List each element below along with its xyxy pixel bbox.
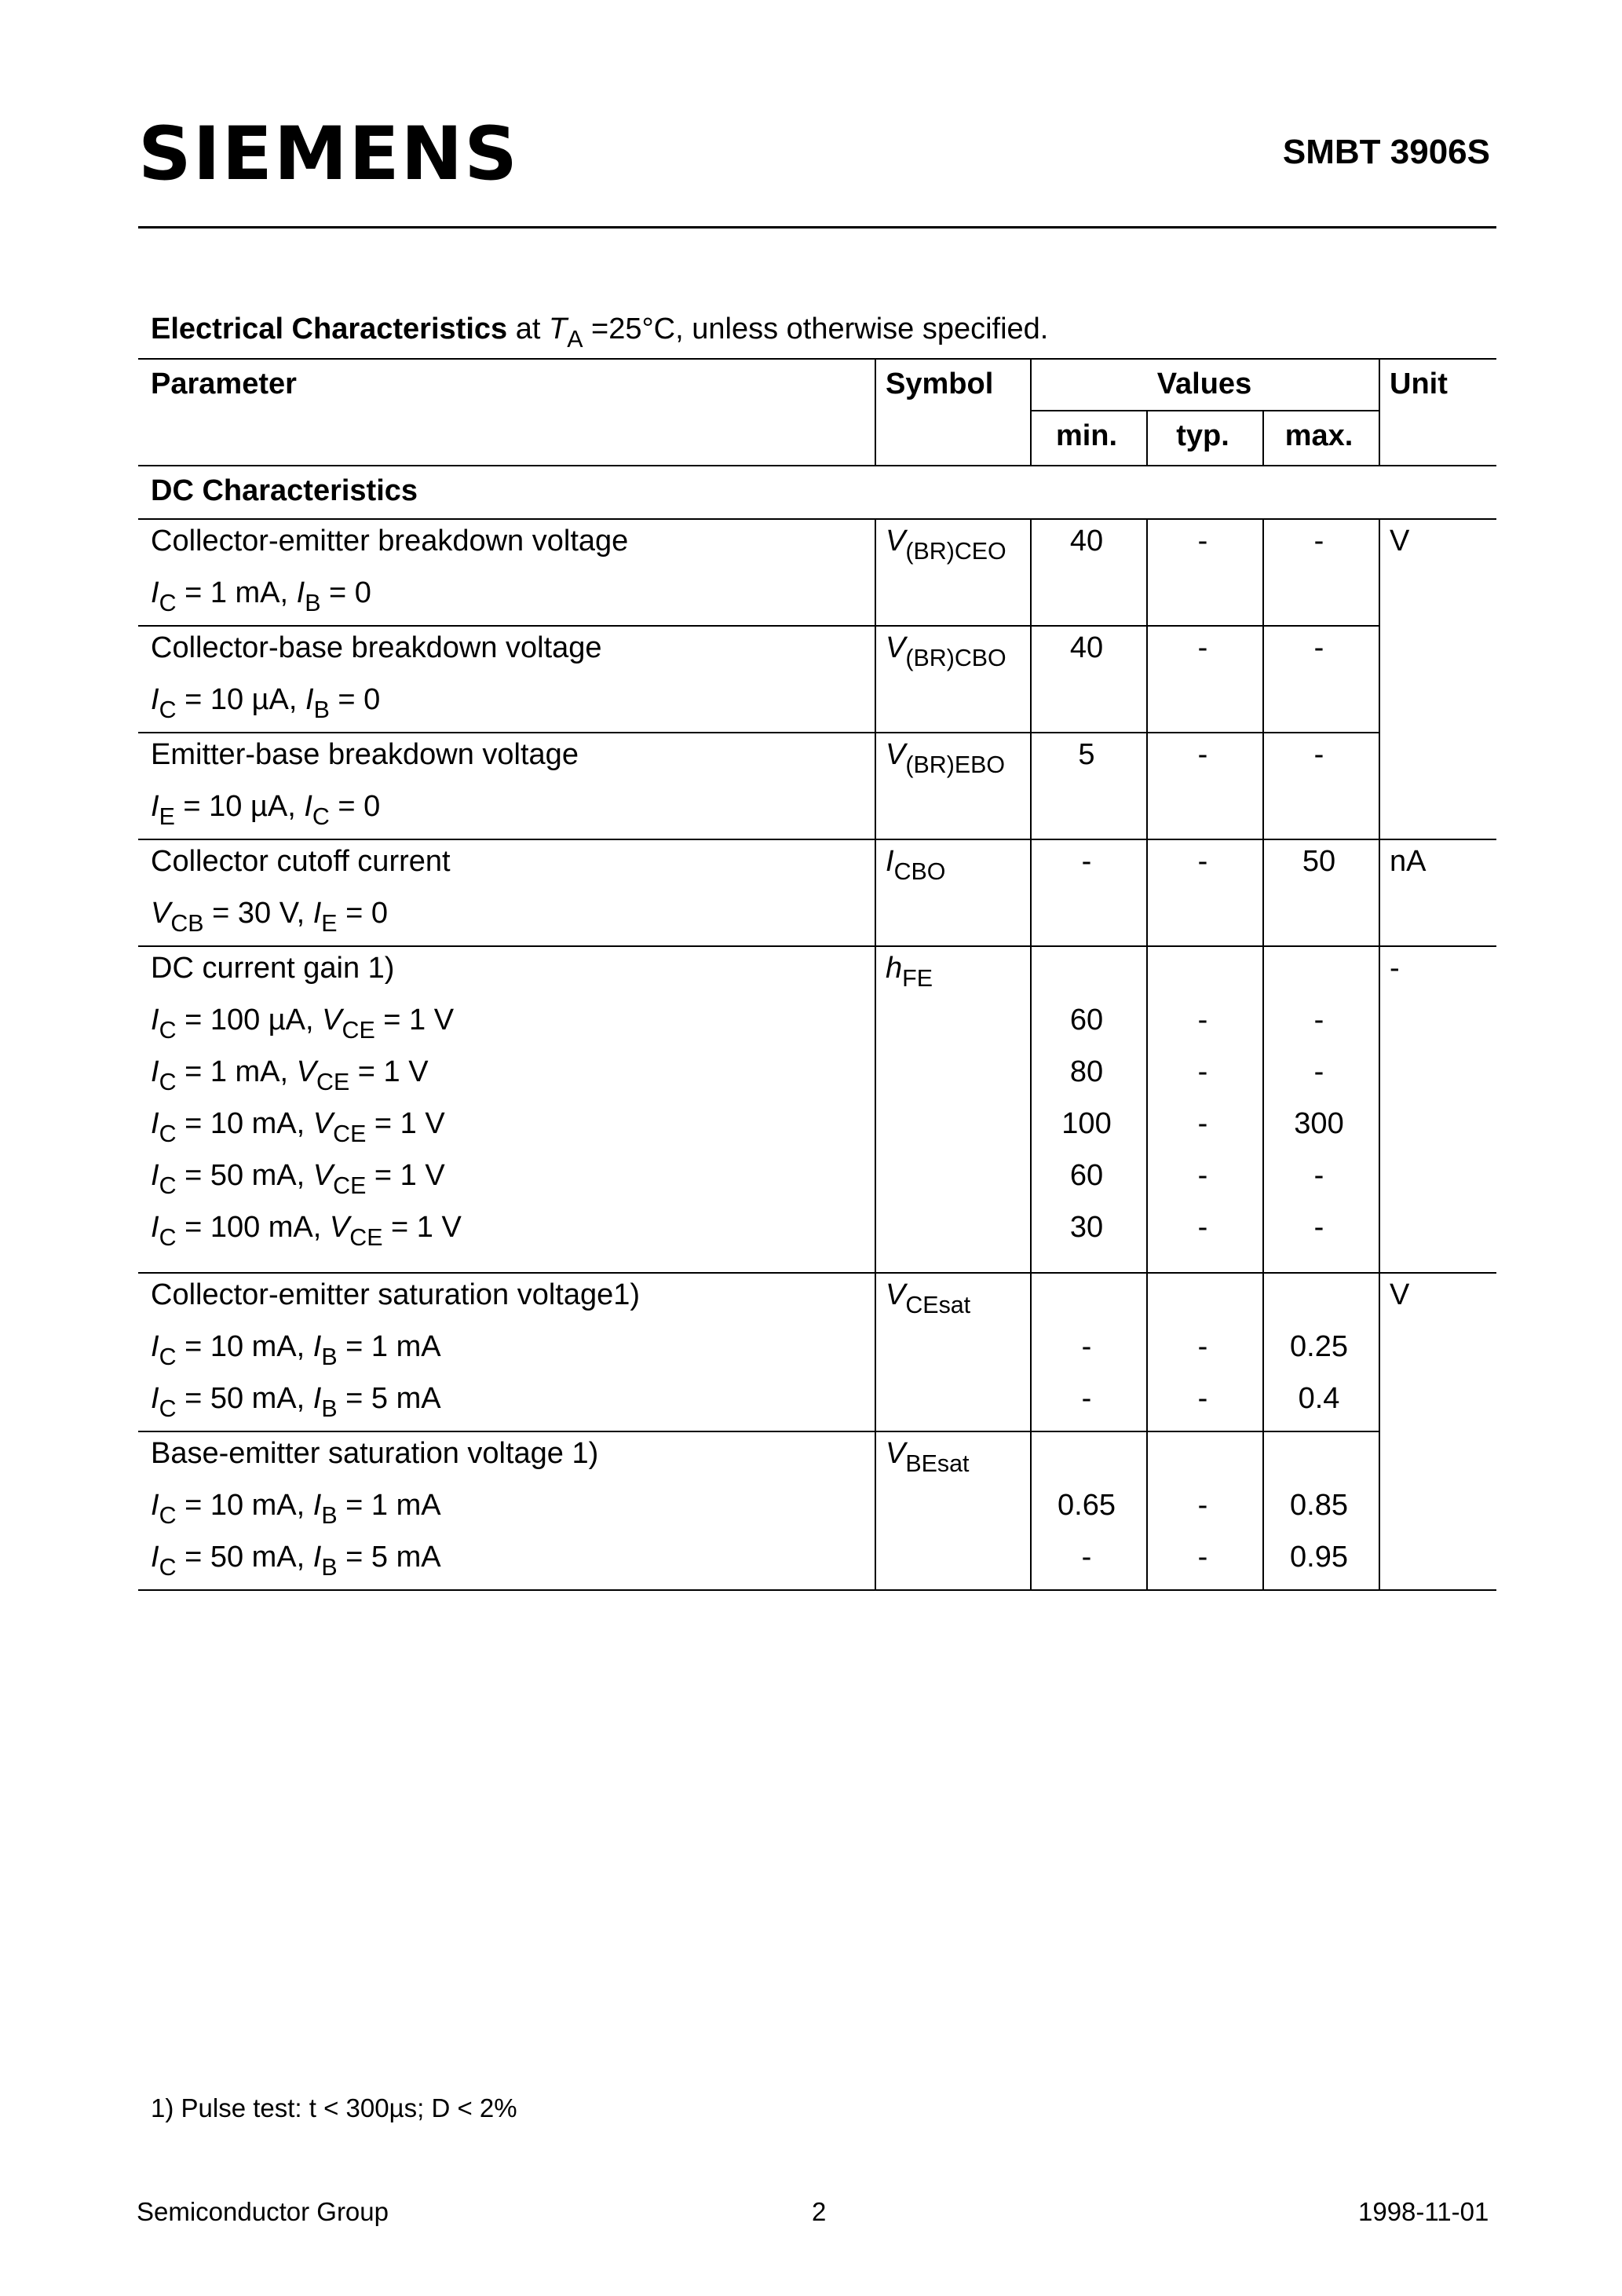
column-rule — [1030, 1431, 1032, 1589]
subscript: B — [321, 1343, 338, 1370]
parameter-name: Collector-emitter saturation voltage1) — [151, 1278, 641, 1311]
value-min: 30 — [1069, 1211, 1104, 1244]
variable: I — [305, 683, 314, 716]
variable: V — [151, 897, 171, 930]
variable: I — [151, 1055, 159, 1088]
subscript: C — [159, 1501, 177, 1529]
variable: I — [151, 683, 159, 716]
symbol-subscript: (BR)CBO — [905, 644, 1006, 671]
subscript: CE — [316, 1068, 350, 1095]
value-min: - — [1081, 1330, 1092, 1363]
column-rule — [1146, 839, 1148, 945]
parameter-name: Emitter-base breakdown voltage — [151, 738, 579, 771]
condition-text: = 100 mA, — [176, 1211, 330, 1244]
value-max: 0.85 — [1290, 1489, 1348, 1522]
values-subheader-rule — [1030, 410, 1379, 411]
parameter-condition — [151, 897, 388, 937]
value-max: - — [1313, 525, 1324, 558]
condition-text: = 50 mA, — [176, 1159, 313, 1192]
condition-text: = 5 mA — [337, 1382, 441, 1415]
variable: I — [304, 790, 312, 823]
symbol-variable: I — [886, 845, 894, 878]
value-typ: - — [1197, 1159, 1208, 1192]
variable: I — [312, 1382, 322, 1415]
column-rule — [1379, 358, 1380, 465]
symbol-variable: V — [886, 1437, 906, 1470]
variable: I — [151, 576, 159, 609]
variable: I — [312, 1541, 322, 1574]
footer-left: Semiconductor Group — [137, 2197, 389, 2226]
column-rule — [1379, 732, 1380, 839]
value-min: - — [1081, 845, 1092, 878]
condition-text: = 1 V — [349, 1055, 429, 1088]
value-min: - — [1081, 1541, 1092, 1574]
value-typ: - — [1197, 738, 1208, 771]
parameter-condition — [151, 576, 371, 616]
parameter-name: Collector-base breakdown voltage — [151, 631, 602, 664]
value-max: 300 — [1294, 1107, 1344, 1140]
column-rule — [1379, 839, 1380, 945]
condition-text: = 1 V — [366, 1159, 445, 1192]
value-max: 0.4 — [1298, 1382, 1340, 1415]
value-min: 0.65 — [1058, 1489, 1116, 1522]
column-rule — [1030, 732, 1032, 839]
column-rule — [1146, 625, 1148, 732]
parameter-condition — [151, 1159, 445, 1199]
symbol-subscript: (BR)EBO — [905, 751, 1005, 778]
condition-text: = 1 mA — [337, 1489, 441, 1522]
symbol — [886, 738, 1005, 778]
subscript: E — [159, 803, 175, 830]
value-typ: - — [1197, 631, 1208, 664]
value-max: - — [1313, 738, 1324, 771]
subscript: E — [321, 909, 338, 937]
footer-date: 1998-11-01 — [1358, 2197, 1489, 2226]
column-rule — [1379, 1272, 1380, 1431]
unit-value: V — [1390, 525, 1410, 558]
variable: V — [329, 1211, 350, 1244]
variable: I — [296, 576, 305, 609]
value-max: - — [1313, 1004, 1324, 1036]
condition-text: = 1 mA, — [176, 576, 297, 609]
subscript: C — [159, 1172, 177, 1199]
siemens-logo: SIEMENS — [138, 112, 520, 197]
header-bottom-rule — [138, 465, 1496, 466]
header-max: max. — [1284, 419, 1353, 452]
subscript: B — [305, 589, 321, 616]
value-typ: - — [1197, 1004, 1208, 1036]
row-rule — [138, 1589, 1496, 1591]
subscript: CE — [333, 1172, 367, 1199]
variable: I — [312, 1330, 322, 1363]
variable: I — [151, 1211, 159, 1244]
variable: V — [312, 1107, 334, 1140]
parameter-condition — [151, 790, 381, 830]
value-max: - — [1313, 1055, 1324, 1088]
column-rule — [1146, 410, 1148, 465]
subscript: C — [159, 589, 177, 616]
variable: I — [151, 1004, 159, 1036]
condition-text: = 10 µA, — [174, 790, 305, 823]
condition-text: = 1 mA — [337, 1330, 441, 1363]
parameter-condition — [151, 1107, 445, 1147]
condition-text: = 5 mA — [337, 1541, 441, 1574]
variable: I — [151, 1159, 159, 1192]
subscript: C — [159, 1120, 177, 1147]
value-min: 40 — [1069, 525, 1104, 558]
value-max: - — [1313, 1159, 1324, 1192]
value-typ: - — [1197, 1541, 1208, 1574]
symbol-variable: V — [886, 738, 906, 771]
variable: I — [312, 897, 322, 930]
symbol-variable: h — [886, 952, 903, 985]
column-rule — [875, 518, 876, 625]
column-rule — [1146, 1272, 1148, 1431]
column-rule — [875, 358, 876, 465]
symbol-subscript: (BR)CEO — [905, 537, 1006, 565]
subscript: C — [159, 1395, 177, 1422]
condition-text: = 1 V — [366, 1107, 445, 1140]
subscript: C — [159, 1343, 177, 1370]
variable: I — [151, 1541, 159, 1574]
column-rule — [1146, 518, 1148, 625]
row-rule — [138, 945, 1496, 947]
variable: I — [151, 1382, 159, 1415]
variable: I — [312, 1489, 322, 1522]
row-rule — [138, 732, 1379, 733]
column-rule — [875, 839, 876, 945]
value-typ: - — [1197, 1055, 1208, 1088]
column-rule — [1146, 945, 1148, 1272]
value-max: - — [1313, 1211, 1324, 1244]
column-rule — [1030, 839, 1032, 945]
parameter-name: DC current gain 1) — [151, 952, 395, 985]
subscript: C — [159, 1223, 177, 1251]
page-number: 2 — [812, 2197, 827, 2226]
condition-text: = 50 mA, — [176, 1382, 313, 1415]
header-rule — [138, 226, 1496, 229]
part-number: SMBT 3906S — [1282, 133, 1490, 171]
subscript: CE — [349, 1223, 383, 1251]
table-top-rule — [138, 358, 1496, 360]
parameter-condition — [151, 1004, 455, 1044]
column-rule — [1262, 625, 1264, 732]
column-rule — [1262, 732, 1264, 839]
condition-text: = 1 V — [374, 1004, 455, 1036]
column-rule — [1262, 518, 1264, 625]
column-rule — [875, 1272, 876, 1431]
value-min: 100 — [1061, 1107, 1112, 1140]
variable: I — [151, 1107, 159, 1140]
header-typ: typ. — [1176, 419, 1229, 452]
parameter-name: Base-emitter saturation voltage 1) — [151, 1437, 599, 1470]
value-min: 5 — [1078, 738, 1095, 771]
header-parameter: Parameter — [151, 367, 297, 400]
variable: V — [296, 1055, 316, 1088]
parameter-condition — [151, 1489, 441, 1529]
subscript: C — [159, 1553, 177, 1581]
variable: I — [151, 790, 159, 823]
symbol — [886, 952, 933, 992]
variable: I — [151, 1489, 159, 1522]
caption-var: T — [548, 313, 568, 345]
condition-text: = 0 — [329, 683, 381, 716]
column-rule — [1379, 945, 1380, 1272]
value-max: 0.95 — [1290, 1541, 1348, 1574]
condition-text: = 0 — [337, 897, 388, 930]
condition-text: = 10 µA, — [176, 683, 306, 716]
row-rule — [138, 1431, 1379, 1432]
symbol — [886, 1437, 970, 1477]
condition-text: = 0 — [329, 790, 381, 823]
symbol-subscript: FE — [902, 964, 933, 992]
condition-text: = 30 V, — [203, 897, 313, 930]
column-rule — [1030, 625, 1032, 732]
subscript: C — [312, 803, 330, 830]
column-rule — [1262, 945, 1264, 1272]
parameter-condition — [151, 1055, 429, 1095]
row-rule — [138, 1272, 1496, 1274]
parameter-condition — [151, 1211, 462, 1251]
column-rule — [1379, 518, 1380, 625]
column-rule — [1379, 1431, 1380, 1589]
condition-text: = 10 mA, — [176, 1330, 313, 1363]
condition-text: = 10 mA, — [176, 1489, 313, 1522]
symbol — [886, 631, 1006, 671]
header-symbol: Symbol — [886, 367, 994, 400]
header-unit: Unit — [1390, 367, 1448, 400]
column-rule — [875, 732, 876, 839]
row-rule — [138, 625, 1379, 627]
parameter-condition — [151, 683, 381, 723]
subscript: CE — [342, 1016, 375, 1044]
condition-text: = 1 V — [382, 1211, 462, 1244]
symbol-variable: V — [886, 525, 906, 558]
variable: V — [322, 1004, 342, 1036]
unit-value: V — [1390, 1278, 1410, 1311]
value-min: 80 — [1069, 1055, 1104, 1088]
condition-text: = 1 mA, — [176, 1055, 297, 1088]
value-typ: - — [1197, 1330, 1208, 1363]
subscript: C — [159, 1068, 177, 1095]
subscript: CE — [333, 1120, 367, 1147]
value-typ: - — [1197, 845, 1208, 878]
column-rule — [1030, 518, 1032, 625]
subscript: B — [313, 696, 330, 723]
parameter-name: Collector cutoff current — [151, 845, 451, 878]
symbol-variable: V — [886, 1278, 906, 1311]
column-rule — [1030, 358, 1032, 465]
caption-title: Electrical Characteristics — [151, 313, 508, 345]
value-typ: - — [1197, 1489, 1208, 1522]
symbol — [886, 525, 1006, 565]
table-caption — [151, 313, 1049, 353]
value-max: 50 — [1302, 845, 1336, 878]
subscript: B — [321, 1395, 338, 1422]
header-min: min. — [1055, 419, 1118, 452]
column-rule — [875, 625, 876, 732]
subscript: C — [159, 696, 177, 723]
value-max: 0.25 — [1290, 1330, 1348, 1363]
subscript: C — [159, 1016, 177, 1044]
caption-at: at — [507, 313, 549, 345]
variable: V — [312, 1159, 334, 1192]
column-rule — [1262, 839, 1264, 945]
section-dc-characteristics: DC Characteristics — [151, 474, 418, 507]
caption-sub: A — [567, 325, 583, 353]
value-min: 60 — [1069, 1004, 1104, 1036]
column-rule — [875, 1431, 876, 1589]
subscript: B — [321, 1501, 338, 1529]
row-rule — [138, 839, 1496, 840]
column-rule — [875, 945, 876, 1272]
column-rule — [1030, 1272, 1032, 1431]
column-rule — [1379, 625, 1380, 732]
column-rule — [1262, 1272, 1264, 1431]
value-min: 60 — [1069, 1159, 1104, 1192]
condition-text: = 10 mA, — [176, 1107, 313, 1140]
value-typ: - — [1197, 1107, 1208, 1140]
footnote: 1) Pulse test: t < 300µs; D < 2% — [151, 2093, 517, 2122]
header-values: Values — [1156, 367, 1252, 400]
symbol-variable: V — [886, 631, 906, 664]
unit-value: nA — [1390, 845, 1427, 878]
column-rule — [1262, 1431, 1264, 1589]
parameter-condition — [151, 1330, 441, 1370]
condition-text: = 50 mA, — [176, 1541, 313, 1574]
parameter-condition — [151, 1541, 441, 1581]
value-typ: - — [1197, 525, 1208, 558]
value-typ: - — [1197, 1211, 1208, 1244]
value-min: - — [1081, 1382, 1092, 1415]
column-rule — [1262, 410, 1264, 465]
value-max: - — [1313, 631, 1324, 664]
subscript: B — [321, 1553, 338, 1581]
symbol — [886, 1278, 971, 1318]
value-min: 40 — [1069, 631, 1104, 664]
parameter-name: Collector-emitter breakdown voltage — [151, 525, 629, 558]
section-rule — [138, 518, 1496, 520]
parameter-condition — [151, 1382, 441, 1422]
symbol-subscript: BEsat — [905, 1450, 970, 1477]
variable: I — [151, 1330, 159, 1363]
symbol-subscript: CEsat — [905, 1291, 971, 1318]
column-rule — [1146, 1431, 1148, 1589]
caption-condition: =25°C, unless otherwise specified. — [583, 313, 1049, 345]
condition-text: = 100 µA, — [176, 1004, 323, 1036]
symbol-subscript: CBO — [893, 857, 946, 885]
column-rule — [1030, 945, 1032, 1272]
symbol — [886, 845, 946, 885]
condition-text: = 0 — [320, 576, 371, 609]
value-typ: - — [1197, 1382, 1208, 1415]
subscript: CB — [170, 909, 204, 937]
unit-value: - — [1390, 952, 1400, 985]
column-rule — [1146, 732, 1148, 839]
